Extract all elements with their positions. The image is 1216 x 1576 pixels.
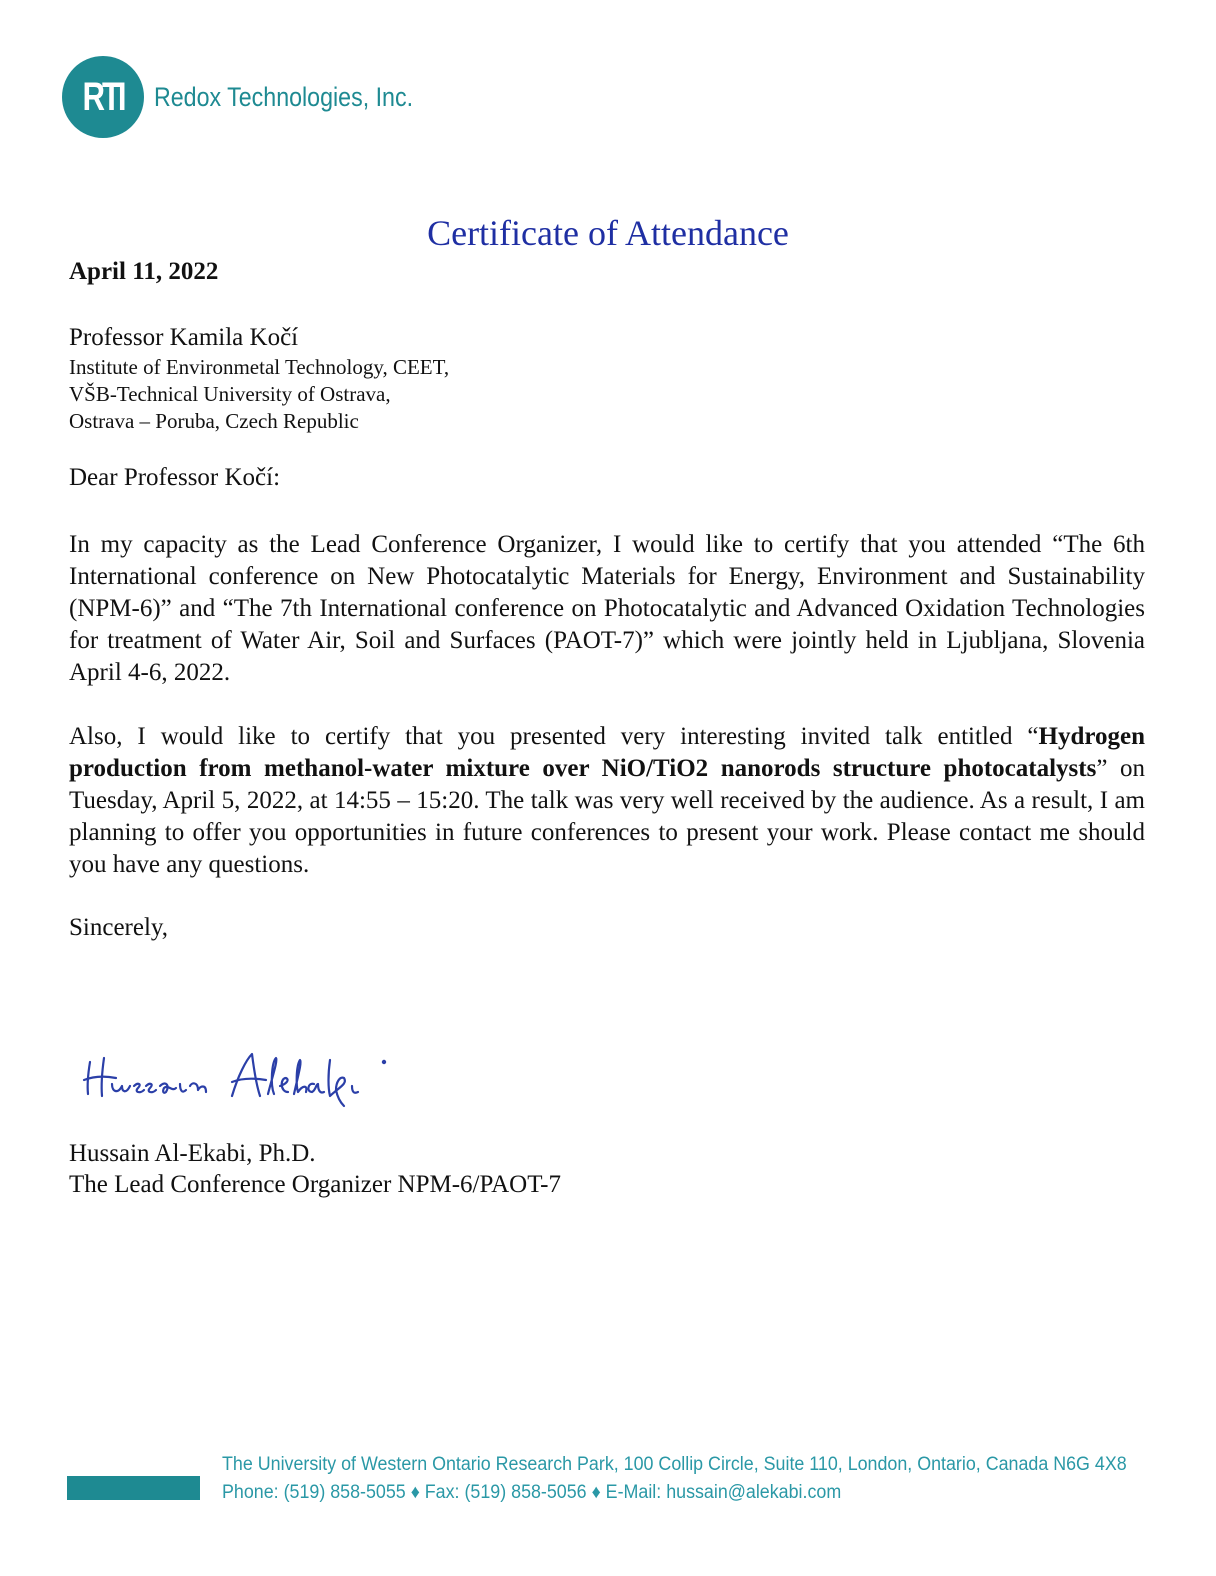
certificate-title: Certificate of Attendance: [427, 213, 789, 253]
body-paragraph-attendance: In my capacity as the Lead Conference Organizer, I would like to certify that you attended “The 6th International conference on New Photocatalytic Materials for Energy, Environment and Sustainability (NPM-6)” and “The 7th International conference on Photocatalytic and Advanced Oxidation Technologies for treatment of Water Air, Soil and Surfaces (PAOT-7)” which were jointly held in Ljubljana, Slovenia April 4-6, 2022.: [69, 531, 1145, 686]
letter-date: April 11, 2022: [69, 258, 219, 285]
talk-title: Hydrogen production from methanol-water mixture over NiO/TiO2 nanorods structure photocatalysts: [69, 723, 1145, 782]
diamond-separator-icon: ♦: [410, 1482, 420, 1503]
footer-address: The University of Western Ontario Research Park, 100 Collip Circle, Suite 110, London, Ontario, Canada N6G 4X8: [222, 1454, 1127, 1475]
recipient-address-line: Institute of Environmetal Technology, CEET,: [69, 355, 450, 379]
talk-details-text: ” on Tuesday, April 5, 2022, at 14:55 – 15:20. The talk was very well received by the audience. As a result, I am planning to offer you opportunities in future conferences to present your work. Please contact me should you have any questions.: [69, 755, 1146, 878]
talk-intro-text: Also, I would like to certify that you presented very interesting invited talk entitled “: [69, 723, 1039, 750]
phone-number: (519) 858-5055: [283, 1482, 406, 1503]
recipient-name: Professor Kamila Kočí: [69, 324, 299, 351]
salutation: Dear Professor Kočí:: [69, 464, 281, 491]
recipient-address-line: Ostrava – Poruba, Czech Republic: [69, 409, 359, 433]
phone-label: Phone:: [222, 1482, 279, 1503]
letterhead: [62, 52, 455, 142]
footer-accent-bar: [67, 1476, 200, 1500]
company-name: Redox Technologies, Inc.: [154, 81, 414, 112]
footer-contact-line: [222, 1479, 1127, 1507]
recipient-address-line: VŠB-Technical University of Ostrava,: [69, 382, 391, 406]
signer-name: Hussain Al-Ekabi, Ph.D.: [69, 1140, 316, 1167]
email-address: hussain@alekabi.com: [666, 1482, 842, 1503]
logo-text: RTI: [82, 74, 124, 119]
email-label: E-Mail:: [605, 1482, 662, 1503]
footer-contact: [222, 1451, 1127, 1507]
signer-role: The Lead Conference Organizer NPM-6/PAOT-7: [69, 1171, 562, 1198]
fax-number: (519) 858-5056: [464, 1482, 587, 1503]
fax-label: Fax:: [424, 1482, 460, 1503]
rti-logo: [62, 56, 144, 138]
body-paragraph-talk: [69, 721, 1145, 881]
signer-block: [69, 1138, 561, 1200]
recipient-block: [69, 322, 449, 435]
handwritten-signature: [82, 1040, 402, 1110]
closing: Sincerely,: [69, 914, 169, 941]
diamond-separator-icon: ♦: [591, 1482, 601, 1503]
